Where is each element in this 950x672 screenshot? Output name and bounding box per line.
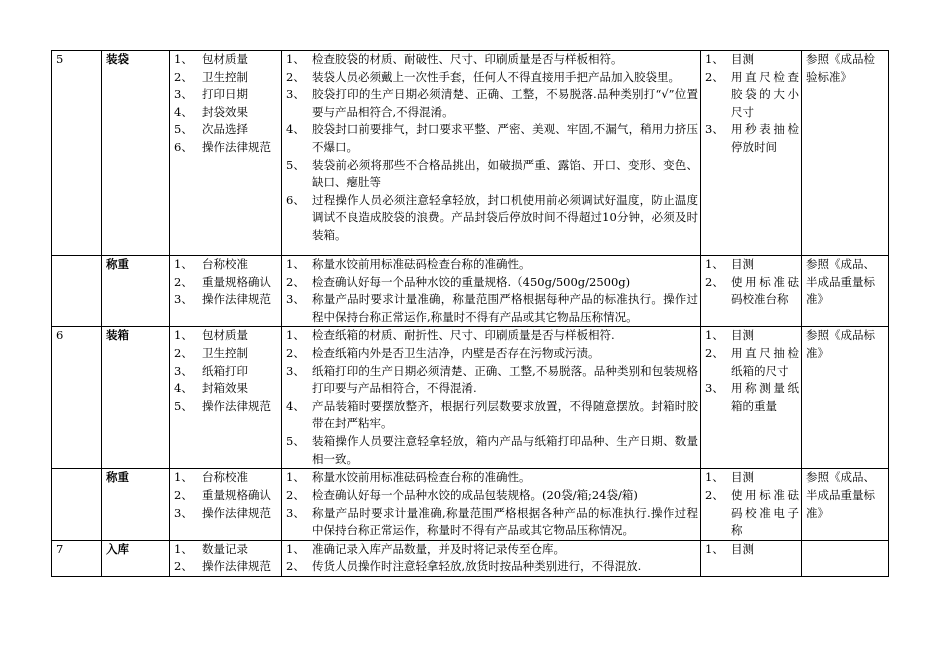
control-points-cell [170,540,282,576]
standard-item-text: 传货人员操作时注意轻拿轻放,放货时按品种类别进行，不得混放. [312,559,642,574]
standard-item-number: 1、 [286,257,305,271]
standard-item-number: 3、 [286,292,305,307]
step-number: 6 [52,327,102,469]
control-point-text: 台称校准 [202,257,248,271]
method-item-text: 目测 [731,52,754,66]
method-item-number: 2、 [705,345,724,360]
control-point-number: 2、 [174,559,193,574]
standard-item [286,327,698,345]
control-point-text: 打印日期 [202,87,248,102]
methods-cell [701,540,802,576]
step-number [52,469,102,540]
method-item [705,51,799,69]
method-item [705,345,799,380]
control-point-number: 2、 [174,345,193,360]
standard-item-number: 1、 [286,470,305,485]
method-item-number: 2、 [705,487,724,502]
standards-cell [282,327,701,469]
standard-item-text: 装袋人员必须戴上一次性手套，任何人不得直接用手把产品加入胶袋里。 [312,69,680,84]
control-point-text: 卫生控制 [202,345,248,360]
reference-cell: 参照《成品标准》 [802,327,889,469]
standard-item-number: 4、 [286,122,305,137]
reference-cell: 参照《成品检验标准》 [802,51,889,256]
method-item-number: 1、 [705,470,724,485]
control-point-text: 操作法律规范 [202,398,271,413]
step-name: 装袋 [102,51,170,256]
standard-item [286,345,698,363]
control-point-text: 操作法律规范 [202,559,271,574]
control-point [174,69,279,87]
method-item [705,327,799,345]
method-item-list [705,541,799,559]
methods-cell [701,51,802,256]
method-item-list [705,51,799,157]
standard-item [286,51,698,69]
control-point-number: 1、 [174,52,193,66]
reference-cell: 参照《成品、半成品重量标准》 [802,256,889,327]
standard-item [286,363,698,398]
method-item-number: 1、 [705,328,724,343]
control-point-text: 封袋效果 [202,104,248,119]
process-control-table [51,50,889,577]
control-point [174,274,279,292]
control-point-number: 6、 [174,139,193,154]
control-point-text: 数量记录 [202,541,248,556]
standard-item [286,157,698,192]
standard-item-number: 2、 [286,345,305,360]
standard-item-number: 5、 [286,157,305,172]
method-item [705,469,799,487]
standard-item [286,192,698,245]
standard-item-text: 装袋前必须将那些不合格品挑出，如破损严重、露馅、开口、变形、变色、缺口、瘪肚等 [312,157,698,190]
standard-item [286,558,698,576]
control-point [174,469,279,487]
control-point-list [174,469,279,522]
control-points-cell [170,327,282,469]
control-point-number: 3、 [174,292,193,307]
control-point-list [174,541,279,576]
standard-item-text: 胶袋打印的生产日期必须清楚、正确、工整，不易脱落.品种类别打“√”位置要与产品相符合,不得混淆。 [312,87,698,119]
standard-item-number: 6、 [286,192,305,207]
standard-item-number: 5、 [286,433,305,448]
methods-cell [701,469,802,540]
standard-item [286,433,698,468]
method-item-list [705,256,799,309]
control-point-text: 重量规格确认 [202,487,271,502]
control-point-number: 4、 [174,104,193,119]
standard-item-text: 称量水饺前用标准砝码检查台称的准确性。 [312,470,531,485]
standard-item [286,291,698,326]
method-item [705,256,799,274]
method-item-text: 使用标准砝码校准台称 [731,274,799,307]
standard-item-list [286,541,698,576]
step-number: 7 [52,540,102,576]
standard-item-text: 产品装箱时要摆放整齐，根据行列层数要求放置，不得随意摆放。封箱时胶带在封严粘牢。 [312,398,698,431]
standard-item [286,86,698,121]
method-item [705,541,799,559]
method-item-number: 2、 [705,69,724,84]
control-point [174,256,279,274]
standard-item [286,398,698,433]
standard-item-list [286,469,698,539]
standard-item-text: 过程操作人员必须注意轻拿轻放，封口机使用前必须调试好温度，防止温度调试不良造成胶袋的浪费。产品封袋后停放时间不得超过10分钟，必须及时装箱。 [312,192,698,242]
step-name: 入库 [102,540,170,576]
control-point-number: 3、 [174,87,193,102]
standard-item-number: 3、 [286,363,305,378]
table-row [52,540,889,576]
method-item-text: 目测 [731,257,754,271]
standard-item-text: 检查纸箱的材质、耐折性、尺寸、印刷质量是否与样板相符. [312,328,615,343]
standard-item [286,274,698,292]
control-point [174,345,279,363]
control-point-number: 1、 [174,257,193,271]
method-item-number: 3、 [705,122,724,137]
standard-item-text: 检查胶袋的材质、耐破性、尺寸、印刷质量是否与样板相符。 [312,52,623,66]
table-row [52,256,889,327]
standard-item [286,69,698,87]
control-points-cell [170,51,282,256]
control-point-text: 操作法律规范 [202,139,271,154]
method-item-text: 用秒表抽检停放时间 [731,122,799,154]
standard-item-number: 1、 [286,328,305,343]
method-item [705,121,799,156]
standards-cell [282,256,701,327]
standards-cell [282,469,701,540]
standard-item [286,256,698,274]
table-row [52,469,889,540]
standard-item-text: 胶袋封口前要排气，封口要求平整、严密、美观、牢固,不漏气，稍用力挤压不爆口。 [312,122,698,154]
step-number: 5 [52,51,102,256]
method-item [705,274,799,309]
standard-item-list [286,327,698,468]
control-point-text: 重量规格确认 [202,274,271,289]
control-point-text: 封箱效果 [202,381,248,396]
control-point-text: 操作法律规范 [202,505,271,520]
standard-item [286,469,698,487]
control-point-number: 2、 [174,274,193,289]
standard-item-text: 装箱操作人员要注意轻拿轻放，箱内产品与纸箱打印品种、生产日期、数量相一致。 [312,433,698,466]
control-point [174,86,279,104]
control-point-number: 1、 [174,328,193,343]
standard-item-number: 4、 [286,398,305,413]
control-point [174,505,279,523]
standard-item-number: 3、 [286,87,305,102]
control-point [174,398,279,416]
standard-item-number: 2、 [286,559,305,574]
control-point-text: 台称校准 [202,470,248,485]
standards-cell [282,540,701,576]
standard-item [286,505,698,540]
standard-item [286,121,698,156]
control-point-text: 卫生控制 [202,69,248,84]
method-item-number: 1、 [705,52,724,66]
control-point-number: 2、 [174,69,193,84]
standard-item-text: 称量水饺前用标准砝码检查台称的准确性。 [312,257,531,271]
standard-item-number: 2、 [286,274,305,289]
method-item-text: 目测 [731,470,754,485]
control-point [174,541,279,559]
standard-item-text: 检查确认好每一个品种水饺的重量规格.（450g/500g/2500g) [312,274,631,289]
method-item-text: 用直尺抽检纸箱的尺寸 [731,345,799,378]
control-point-text: 包材质量 [202,328,248,343]
control-point [174,51,279,69]
control-point [174,558,279,576]
standard-item-text: 检查纸箱内外是否卫生洁净，内壁是否存在污物或污渍。 [312,345,600,360]
control-point [174,487,279,505]
method-item-text: 使用标准砝码校准电子称 [731,487,799,538]
reference-cell: 参照《成品、半成品重量标准》 [802,469,889,540]
control-point [174,139,279,157]
control-point [174,363,279,381]
step-name: 称重 [102,256,170,327]
standard-item [286,541,698,559]
control-point-number: 4、 [174,381,193,396]
standard-item-list [286,256,698,326]
control-point-number: 3、 [174,363,193,378]
control-point-number: 2、 [174,487,193,502]
control-points-cell [170,469,282,540]
method-item-text: 目测 [731,328,754,343]
control-point-text: 包材质量 [202,52,248,66]
method-item [705,380,799,415]
control-point-number: 1、 [174,470,193,485]
control-point-number: 1、 [174,541,193,556]
control-point-list [174,327,279,415]
table-row [52,51,889,256]
step-number [52,256,102,327]
step-name: 称重 [102,469,170,540]
control-point-text: 次品选择 [202,122,248,137]
standard-item-text: 称量产品时要求计量准确,称量范围严格根据各种产品的标准执行.操作过程中保持台称正常运作，称量时不得有产品或其它物品压称情况。 [312,505,698,538]
control-point-list [174,256,279,309]
control-point-text: 操作法律规范 [202,292,271,307]
control-point [174,121,279,139]
control-point [174,327,279,345]
control-point [174,380,279,398]
standard-item [286,487,698,505]
method-item-text: 目测 [731,541,754,556]
standard-item-list [286,51,698,245]
control-point [174,104,279,122]
method-item [705,69,799,122]
standard-item-text: 检查确认好每一个品种水饺的成品包装规格。(20袋/箱;24袋/箱) [312,487,638,502]
control-point-number: 5、 [174,398,193,413]
control-point-text: 纸箱打印 [202,363,248,378]
control-point [174,291,279,309]
control-point-number: 5、 [174,122,193,137]
method-item [705,487,799,540]
method-item-list [705,469,799,539]
methods-cell [701,327,802,469]
methods-cell [701,256,802,327]
standards-cell [282,51,701,256]
table-row [52,327,889,469]
standard-item-text: 纸箱打印的生产日期必须清楚、正确、工整,不易脱落。品种类别和包装规格打印要与产品相符合，不得混淆. [312,363,698,396]
method-item-text: 用称测量纸箱的重量 [731,381,799,413]
standard-item-number: 2、 [286,69,305,84]
control-point-number: 3、 [174,505,193,520]
method-item-number: 2、 [705,274,724,289]
standard-item-number: 1、 [286,52,305,66]
method-item-list [705,327,799,415]
standard-item-number: 3、 [286,505,305,520]
reference-cell [802,540,889,576]
method-item-number: 1、 [705,257,724,271]
control-point-list [174,51,279,157]
standard-item-number: 1、 [286,541,305,556]
step-name: 装箱 [102,327,170,469]
standard-item-number: 2、 [286,487,305,502]
method-item-text: 用直尺检查胶袋的大小尺寸 [731,69,799,119]
control-points-cell [170,256,282,327]
standard-item-text: 称量产品时要求计量准确，称量范围严格根据每种产品的标准执行。操作过程中保持台称正常运作,称量时不得有产品或其它物品压称情况。 [312,292,698,324]
method-item-number: 3、 [705,381,724,396]
method-item-number: 1、 [705,541,724,556]
standard-item-text: 准确记录入库产品数量，并及时将记录传至仓库。 [312,541,565,556]
